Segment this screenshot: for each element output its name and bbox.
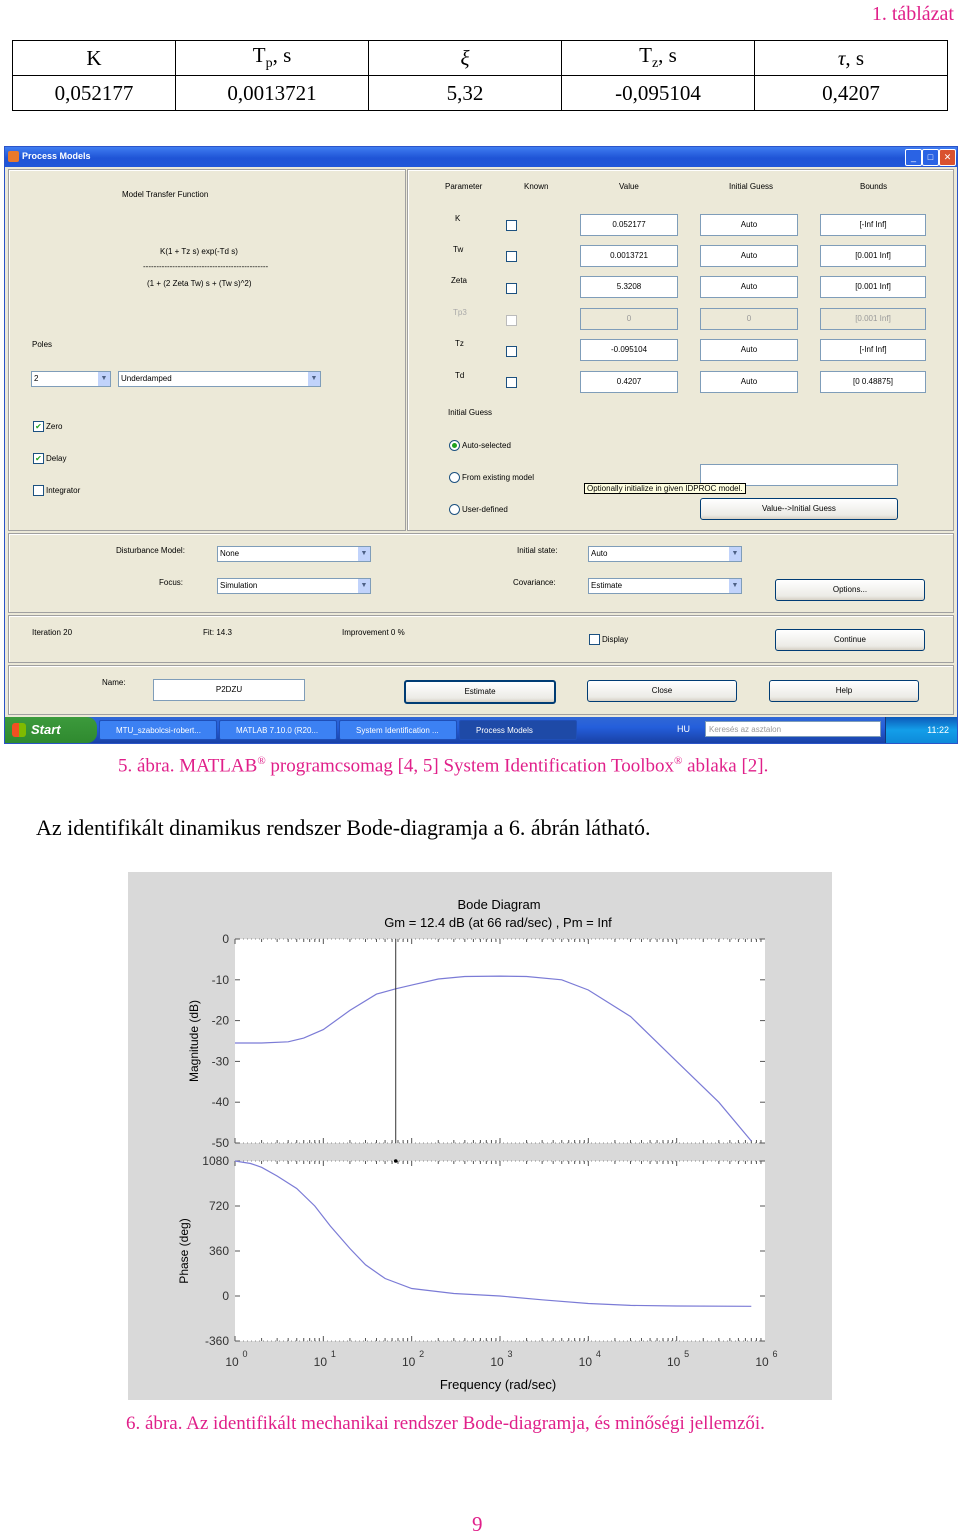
bounds-field-tz[interactable]: [-Inf Inf] (820, 339, 926, 361)
damping-value: Underdamped (121, 374, 172, 383)
window-title: Process Models (22, 151, 91, 161)
from-existing-label: From existing model (462, 473, 535, 482)
x-tick-label: 10 (313, 1355, 328, 1369)
table-header-row (13, 41, 948, 76)
table-header-cell: $T_p$, s (176, 41, 369, 76)
known-checkbox-tw[interactable] (506, 251, 517, 262)
table-cell: 0,052177 (13, 76, 176, 111)
value-to-initial-guess-button[interactable]: Value-->Initial Guess (700, 498, 898, 520)
x-tick-label: 10 (225, 1355, 239, 1369)
y-tick-label: 720 (208, 1199, 229, 1213)
registered-mark: ® (257, 755, 266, 767)
x-tick-exponent: 1 (330, 1349, 336, 1359)
x-tick-label: 10 (755, 1355, 769, 1369)
bode-chart (128, 872, 832, 1400)
bounds-field-tw[interactable]: [0.001 Inf] (820, 245, 926, 267)
guess-field-k[interactable]: Auto (700, 214, 798, 236)
model-transfer-function-label: Model Transfer Function (122, 190, 209, 199)
magnitude-axis-label: Magnitude (dB) (187, 999, 201, 1083)
guess-field-tz[interactable]: Auto (700, 339, 798, 361)
figure6-caption: 6. ábra. Az identifikált mechanikai rendszer Bode-diagramja, és minőségi jellemzői. (126, 1413, 765, 1434)
covariance-label: Covariance: (513, 578, 556, 587)
plot-area (235, 1161, 765, 1341)
user-defined-label: User-defined (462, 505, 508, 514)
known-checkbox-td[interactable] (506, 377, 517, 388)
known-checkbox-k[interactable] (506, 220, 517, 231)
col-parameter: Parameter (445, 182, 483, 191)
param-name-td: Td (455, 371, 465, 380)
y-tick-label: 0 (222, 932, 229, 946)
y-tick-label: -20 (211, 1013, 229, 1028)
improvement-text: Improvement 0 % (342, 628, 405, 637)
formula-numerator: K(1 + Tz s) exp(-Td s) (160, 247, 238, 256)
initial-state-label: Initial state: (517, 546, 558, 555)
display-checkbox[interactable] (589, 634, 600, 645)
bode-figure (128, 872, 832, 1400)
name-label: Name: (102, 678, 126, 687)
focus-select[interactable] (217, 578, 371, 594)
guess-field-tp3[interactable]: 0 (700, 308, 798, 330)
x-tick-label: 10 (578, 1355, 593, 1369)
guess-field-td[interactable]: Auto (700, 371, 798, 393)
chevron-down-icon: ▼ (357, 579, 370, 593)
col-bounds: Bounds (860, 182, 888, 191)
taskbar-item-process-models[interactable]: Process Models (459, 720, 577, 740)
process-models-window (4, 146, 958, 744)
param-name-zeta: Zeta (451, 276, 468, 285)
value-field-zeta[interactable]: 5.3208 (580, 276, 678, 298)
bounds-field-td[interactable]: [0 0.48875] (820, 371, 926, 393)
chevron-down-icon: ▼ (728, 547, 741, 561)
table-header-cell: ξ (369, 41, 562, 76)
chevron-down-icon: ▼ (357, 547, 370, 561)
table-cell: 0,0013721 (176, 76, 369, 111)
auto-selected-label: Auto-selected (462, 441, 511, 450)
help-button[interactable]: Help (769, 680, 919, 702)
y-tick-label: 0 (222, 1289, 229, 1303)
chevron-down-icon: ▼ (97, 372, 110, 386)
y-tick-label: -50 (211, 1136, 229, 1150)
phase-axis-label: Phase (deg) (177, 1218, 191, 1284)
table-cell: 0,4207 (755, 76, 948, 111)
param-name-k: K (455, 214, 461, 223)
damping-select[interactable] (118, 371, 321, 387)
y-tick-label: 360 (208, 1244, 229, 1258)
y-tick-label: -30 (211, 1054, 229, 1069)
col-value: Value (619, 182, 639, 191)
body-paragraph: Az identifikált dinamikus rendszer Bode-diagramja a 6. ábrán látható. (36, 815, 651, 840)
estimate-button[interactable]: Estimate (404, 680, 556, 704)
figure5-caption (118, 755, 768, 777)
auto-selected-radio[interactable] (449, 440, 460, 451)
tooltip: Optionally initialize in given IDPROC model. (584, 483, 746, 494)
covariance-select[interactable] (588, 578, 742, 594)
disturbance-value: None (220, 549, 240, 558)
x-tick-exponent: 6 (772, 1349, 778, 1359)
fit-text: Fit: 14.3 (203, 628, 232, 637)
desktop-search-input[interactable]: Keresés az asztalon (705, 721, 881, 737)
guess-field-tw[interactable]: Auto (700, 245, 798, 267)
focus-value: Simulation (220, 581, 258, 590)
param-name-tp3: Tp3 (453, 308, 467, 317)
table-cell: 5,32 (369, 76, 562, 111)
title-bar (5, 147, 957, 167)
user-defined-radio[interactable] (449, 504, 460, 515)
table-header-cell: $T_z$, s (562, 41, 755, 76)
x-axis-label: Frequency (rad/sec) (439, 1377, 557, 1392)
table-cell: -0,095104 (562, 76, 755, 111)
close-window-button[interactable]: ✕ (939, 149, 956, 166)
page-number: 9 (472, 1512, 483, 1536)
formula-divider: ----------------------------------------------- (143, 262, 269, 271)
caption5-suffix: ablaka [2]. (682, 755, 769, 777)
integrator-label: Integrator (46, 486, 81, 495)
iteration-text: Iteration 20 (32, 628, 73, 637)
value-field-td[interactable]: 0.4207 (580, 371, 678, 393)
minimize-button[interactable]: _ (905, 149, 922, 166)
col-known: Known (524, 182, 549, 191)
clock: 11:22 (927, 725, 949, 735)
covariance-value: Estimate (591, 581, 623, 590)
param-name-tw: Tw (453, 245, 464, 254)
poles-value: 2 (34, 374, 39, 383)
model-name-field[interactable]: P2DZU (153, 679, 305, 701)
poles-label: Poles (32, 340, 53, 349)
table-row (13, 76, 948, 111)
value-field-tp3[interactable]: 0 (580, 308, 678, 330)
x-tick-label: 10 (666, 1355, 681, 1369)
disturbance-label: Disturbance Model: (116, 546, 185, 555)
x-tick-exponent: 5 (684, 1349, 690, 1359)
start-button[interactable]: Start (5, 717, 97, 743)
x-tick-label: 10 (401, 1355, 416, 1369)
matlab-logo-icon (8, 151, 19, 162)
from-existing-radio[interactable] (449, 472, 460, 483)
disturbance-select[interactable] (217, 546, 371, 562)
bounds-field-zeta[interactable]: [0.001 Inf] (820, 276, 926, 298)
delay-checkbox[interactable]: ✔ (33, 453, 44, 464)
known-checkbox-tp3[interactable] (506, 315, 517, 326)
x-tick-exponent: 2 (419, 1349, 425, 1359)
table-label: 1. táblázat (871, 3, 954, 25)
taskbar (5, 717, 957, 743)
options-button[interactable]: Options... (775, 579, 925, 601)
language-indicator[interactable]: HU (677, 724, 690, 734)
integrator-checkbox[interactable] (33, 485, 44, 496)
caption5-prefix: 5. ábra. MATLAB (118, 755, 258, 777)
y-tick-label: -360 (204, 1334, 229, 1348)
options-panel (8, 533, 954, 613)
value-field-k[interactable]: 0.052177 (580, 214, 678, 236)
plot-area (235, 939, 765, 1143)
maximize-button[interactable]: □ (922, 149, 939, 166)
chart-subtitle: Gm = 12.4 dB (at 66 rad/sec) , Pm = Inf (384, 915, 612, 930)
x-tick-label: 10 (490, 1355, 504, 1369)
chart-title: Bode Diagram (457, 897, 541, 912)
close-button[interactable]: Close (587, 680, 737, 702)
zero-checkbox[interactable]: ✔ (33, 421, 44, 432)
bounds-field-k[interactable]: [-Inf Inf] (820, 214, 926, 236)
caption5-mid: programcsomag [4, 5] System Identification Toolbox (265, 755, 674, 777)
parameter-table (12, 40, 948, 111)
col-initial-guess: Initial Guess (729, 182, 774, 191)
system-tray (885, 717, 957, 743)
value-field-tz[interactable]: -0.095104 (580, 339, 678, 361)
y-tick-label: 1080 (202, 1154, 229, 1168)
formula-denominator: (1 + (2 Zeta Tw) s + (Tw s)^2) (147, 279, 252, 288)
table-header-cell: K (13, 41, 176, 76)
zero-label: Zero (46, 422, 63, 431)
taskbar-item-matlab[interactable]: MATLAB 7.10.0 (R20... (219, 720, 337, 740)
y-tick-label: -40 (211, 1095, 229, 1110)
windows-logo-icon (12, 723, 26, 737)
initial-state-select[interactable] (588, 546, 742, 562)
registered-mark: ® (674, 755, 683, 767)
gain-margin-point (394, 1159, 398, 1163)
x-tick-exponent: 4 (595, 1349, 601, 1359)
bounds-field-tp3[interactable]: [0.001 Inf] (820, 308, 926, 330)
x-tick-exponent: 3 (507, 1349, 513, 1359)
chevron-down-icon: ▼ (307, 372, 320, 386)
display-label: Display (602, 635, 629, 644)
known-checkbox-tz[interactable] (506, 346, 517, 357)
continue-button[interactable]: Continue (775, 629, 925, 651)
guess-field-zeta[interactable]: Auto (700, 276, 798, 298)
initial-guess-label: Initial Guess (448, 408, 493, 417)
param-name-tz: Tz (455, 339, 464, 348)
taskbar-item-document[interactable]: MTU_szabolcsi-robert... (99, 720, 217, 740)
taskbar-item-system-identification[interactable]: System Identification ... (339, 720, 457, 740)
initial-state-value: Auto (591, 549, 608, 558)
focus-label: Focus: (159, 578, 184, 587)
delay-label: Delay (46, 454, 67, 463)
poles-select[interactable] (31, 371, 111, 387)
value-field-tw[interactable]: 0.0013721 (580, 245, 678, 267)
chevron-down-icon: ▼ (728, 579, 741, 593)
known-checkbox-zeta[interactable] (506, 283, 517, 294)
model-panel (8, 169, 406, 531)
table-header-cell: τ, s (755, 41, 948, 76)
x-tick-exponent: 0 (242, 1349, 248, 1359)
y-tick-label: -10 (211, 972, 229, 987)
